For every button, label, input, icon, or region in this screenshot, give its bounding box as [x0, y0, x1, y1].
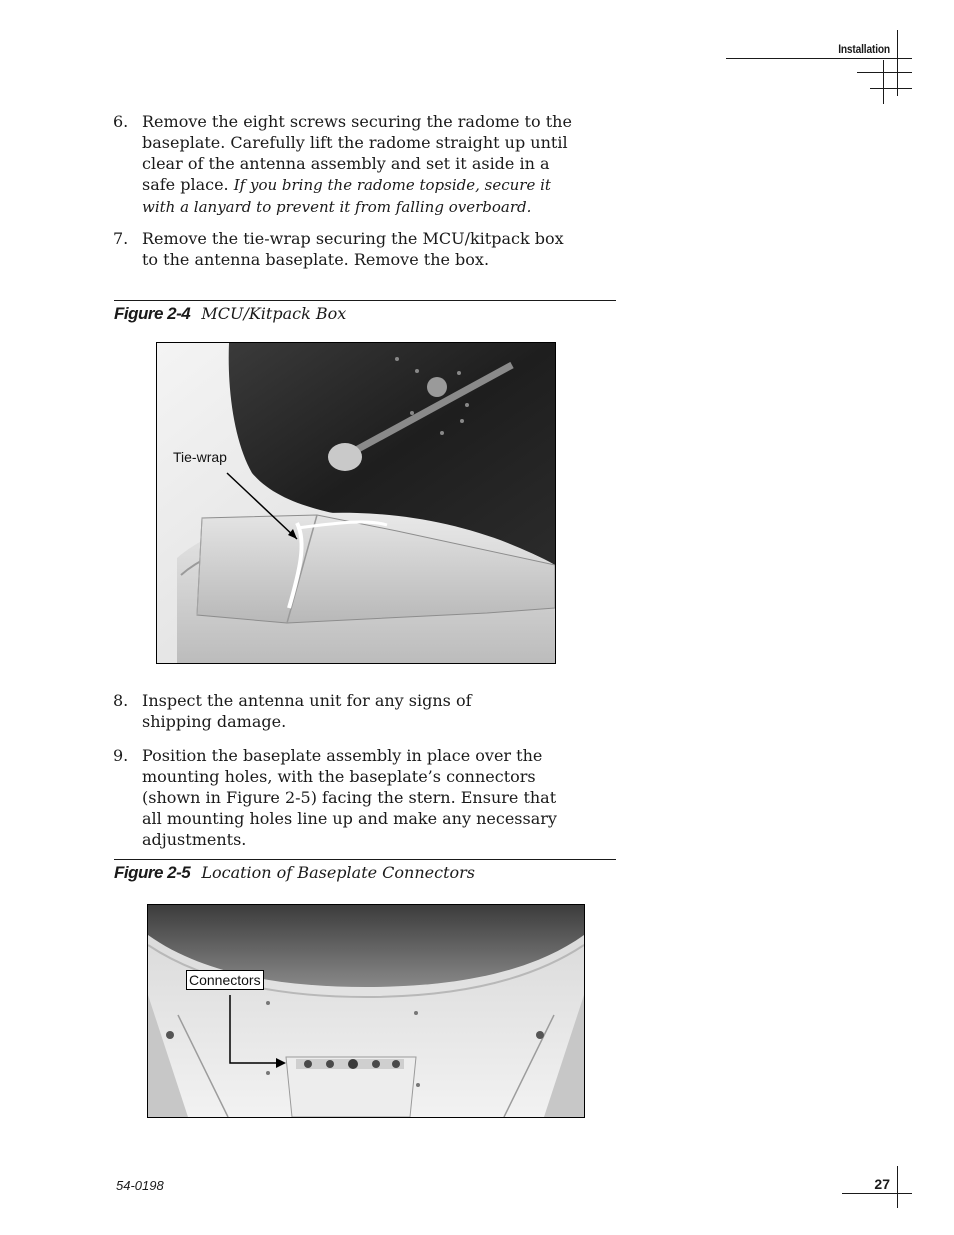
list-item-step-6 — [113, 111, 583, 218]
photo-mcu-kitpack-box — [156, 342, 556, 664]
step-number: 8. — [113, 691, 129, 710]
step-number: 6. — [113, 112, 129, 131]
document-number: 54-0198 — [116, 1178, 164, 1193]
crop-mark-vertical-bottom — [897, 1166, 898, 1208]
list-item-step-7 — [113, 228, 573, 270]
crop-mark-horizontal-top — [857, 72, 912, 73]
header-rule — [726, 58, 912, 59]
crop-mark-vertical-top — [897, 30, 898, 96]
crop-mark-vertical-top-2 — [883, 60, 884, 104]
step-text: Position the baseplate assembly in place over the mounting holes, with the baseplate’s connectors (shown in Figure 2-5) facing the stern. Ensure that all mounting holes line up and make any necessary adjustments. — [142, 746, 557, 849]
step-text: Remove the eight screws securing the radome to the baseplate. Carefully lift the radome straight up until clear of the antenna assembly and set it aside in a safe place. — [142, 112, 572, 194]
step-note: If you bring the radome topside, secure it with a lanyard to prevent it from falling overboard. — [142, 176, 551, 216]
step-text: Remove the tie-wrap securing the MCU/kitpack box to the antenna baseplate. Remove the box. — [142, 229, 564, 269]
list-item-step-9 — [113, 745, 578, 850]
figure-rule — [114, 859, 616, 860]
step-text: Inspect the antenna unit for any signs of shipping damage. — [142, 691, 472, 731]
section-header: Installation — [838, 42, 890, 56]
step-number: 7. — [113, 229, 129, 248]
figure-rule — [114, 300, 616, 301]
photo-baseplate-connectors — [147, 904, 585, 1118]
crop-mark-horizontal-top-2 — [870, 88, 912, 89]
page-number: 27 — [874, 1176, 890, 1192]
figure-caption — [114, 863, 475, 883]
footer-rule — [842, 1193, 912, 1194]
figure-caption — [114, 304, 346, 324]
kitpack-box-illustration — [157, 343, 555, 663]
callout-tie-wrap: Tie-wrap — [173, 449, 227, 465]
figure-label: Figure 2-5 — [114, 863, 191, 882]
step-number: 9. — [113, 746, 129, 765]
figure-title: Location of Baseplate Connectors — [201, 863, 476, 882]
figure-label: Figure 2-4 — [114, 304, 191, 323]
figure-title: MCU/Kitpack Box — [201, 304, 347, 323]
list-item-step-8 — [113, 690, 543, 732]
callout-connectors: Connectors — [186, 970, 264, 990]
baseplate-illustration — [148, 905, 584, 1117]
